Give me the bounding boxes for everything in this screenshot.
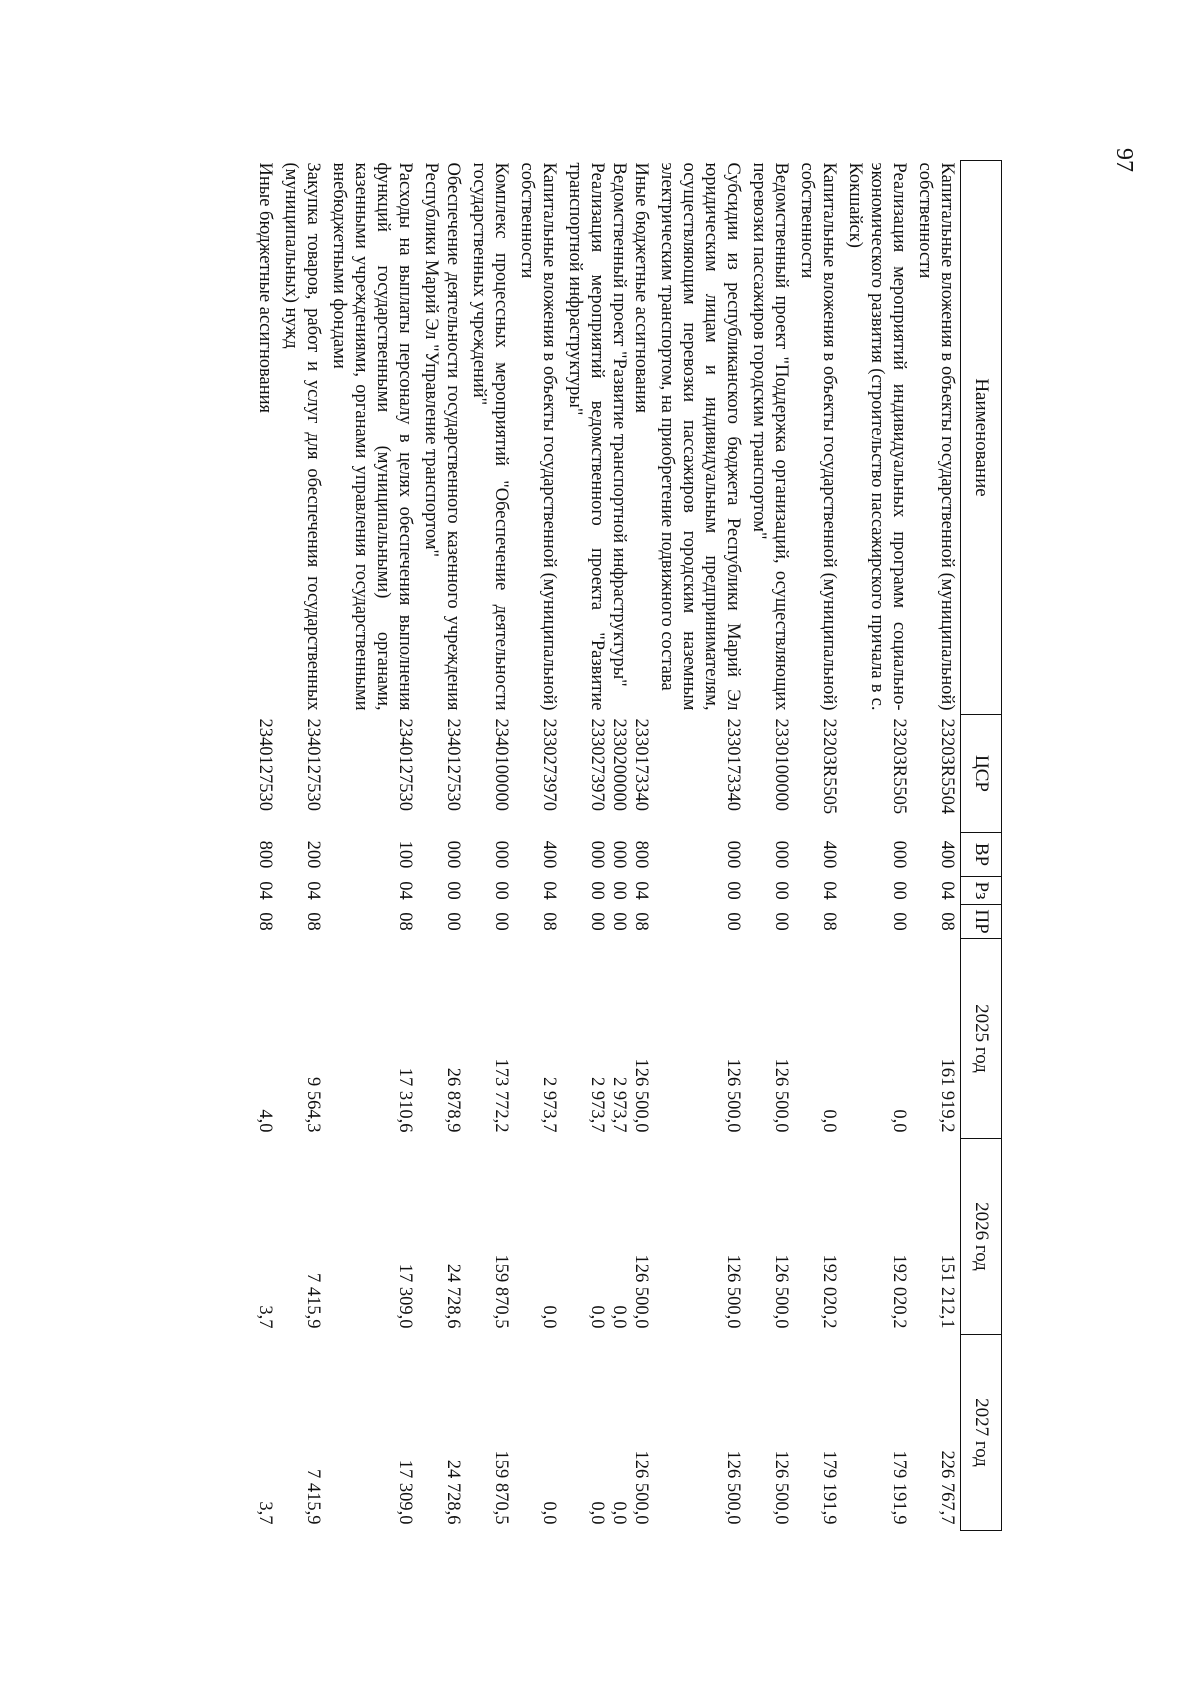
- row-2025: 0,0: [889, 1109, 909, 1133]
- row-vr: 800: [255, 840, 275, 869]
- row-name: Капитальные вложения в объекты государственной (муниципальной) собственности: [517, 162, 559, 711]
- row-rz-group: [562, 877, 654, 905]
- row-2025: 161 919,2: [937, 1058, 957, 1133]
- row-pr: 08: [539, 912, 559, 931]
- row-2026-group: [562, 1139, 654, 1335]
- row-csr: 2340127530: [443, 718, 463, 811]
- row-csr: 2340100000: [491, 718, 511, 811]
- row-2025: 4,0: [255, 1109, 275, 1133]
- row-2027: 126 500,0: [723, 1450, 743, 1525]
- row-vr-group: [562, 833, 654, 877]
- row-vr: 400: [819, 840, 839, 869]
- table-row: [654, 161, 746, 1531]
- row-2027: 179 191,9: [889, 1450, 909, 1525]
- header-vr: ВР: [961, 833, 1002, 877]
- row-pr: 08: [395, 912, 415, 931]
- row-csr: 2330200000: [609, 718, 629, 811]
- row-pr: 00: [609, 912, 629, 931]
- row-pr: 00: [443, 912, 463, 931]
- row-csr-group: [562, 715, 654, 833]
- row-2026: 151 212,1: [937, 1254, 957, 1329]
- row-2027: 179 191,9: [819, 1450, 839, 1525]
- table-row: [514, 161, 562, 1531]
- table-row: [278, 161, 326, 1531]
- row-2026: 126 500,0: [771, 1254, 791, 1329]
- row-pr: 00: [889, 912, 909, 931]
- row-rz: 00: [723, 881, 743, 900]
- table-row: [746, 161, 794, 1531]
- row-rz: 04: [255, 881, 275, 900]
- row-name: Ведомственный проект "Развитие транспортной инфраструктуры": [609, 162, 629, 687]
- row-csr: 23203R5505: [889, 718, 909, 815]
- row-pr: 08: [255, 912, 275, 931]
- row-2026: 7 415,9: [303, 1273, 323, 1329]
- row-csr: 2330173340: [631, 718, 651, 811]
- row-2025: 126 500,0: [771, 1058, 791, 1133]
- row-vr: 200: [303, 840, 323, 869]
- header-pr: ПР: [961, 905, 1002, 939]
- row-2026: 24 728,6: [443, 1263, 463, 1329]
- row-rz: 00: [587, 881, 607, 900]
- row-name: Субсидии из республиканского бюджета Республики Марий Эл юридическим лицам и индивидуальным предпринимателям, осуществляющим перевозки пассажиров городским наземным электрическим транспортом, на приобретение подвижного состава: [657, 162, 743, 711]
- row-csr: 2340127530: [395, 718, 415, 811]
- row-2027: 17 309,0: [395, 1459, 415, 1525]
- row-rz: 04: [539, 881, 559, 900]
- row-name: Иные бюджетные ассигнования: [631, 162, 651, 414]
- row-name: Расходы на выплаты персоналу в целях обеспечения выполнения функций государственными (муниципальными) органами, казенными учреждениями, органами управления государственными внебюджетными фондами: [329, 162, 415, 711]
- row-2025: 2 973,7: [587, 1077, 607, 1133]
- row-2025: 2 973,7: [539, 1077, 559, 1133]
- row-csr: 23203R5504: [937, 718, 957, 815]
- table-row: [562, 161, 654, 1531]
- row-csr: 2330100000: [771, 718, 791, 811]
- row-rz: 04: [937, 881, 957, 900]
- row-2027-group: [562, 1335, 654, 1531]
- row-2025: 17 310,6: [395, 1067, 415, 1133]
- row-rz: 00: [771, 881, 791, 900]
- row-vr: 400: [539, 840, 559, 869]
- row-rz: 04: [303, 881, 323, 900]
- header-row: [961, 161, 1002, 1531]
- header-name: Наименование: [961, 161, 1002, 715]
- row-2026: 0,0: [587, 1305, 607, 1329]
- header-rz: Рз: [961, 877, 1002, 905]
- table-row: [466, 161, 514, 1531]
- row-vr: 000: [587, 840, 607, 869]
- row-pr: 08: [303, 912, 323, 931]
- row-2025: 26 878,9: [443, 1067, 463, 1133]
- row-pr: 00: [723, 912, 743, 931]
- row-pr: 00: [771, 912, 791, 931]
- row-2026: 0,0: [539, 1305, 559, 1329]
- row-rz: 04: [819, 881, 839, 900]
- row-rz: 04: [395, 881, 415, 900]
- row-2025: 9 564,3: [303, 1077, 323, 1133]
- row-2026: 126 500,0: [723, 1254, 743, 1329]
- row-2025: 173 772,2: [491, 1058, 511, 1133]
- row-csr: 2340127530: [303, 718, 323, 811]
- row-pr: 00: [587, 912, 607, 931]
- row-2026: 126 500,0: [631, 1254, 651, 1329]
- table-row: [418, 161, 466, 1531]
- row-pr: 08: [937, 912, 957, 931]
- header-2027: 2027 год: [961, 1335, 1002, 1531]
- row-2025: 2 973,7: [609, 1077, 629, 1133]
- row-vr: 000: [723, 840, 743, 869]
- row-vr: 400: [937, 840, 957, 869]
- page-number: 97: [1111, 148, 1137, 172]
- row-2026: 0,0: [609, 1305, 629, 1329]
- row-name: Иные бюджетные ассигнования: [255, 162, 275, 414]
- row-name: Закупка товаров, работ и услуг для обеспечения государственных (муниципальных) нужд: [281, 162, 323, 711]
- row-pr: 00: [491, 912, 511, 931]
- row-csr: 2330173340: [723, 718, 743, 811]
- row-2027: 159 870,5: [491, 1450, 511, 1525]
- row-pr: 08: [631, 912, 651, 931]
- row-2026: 192 020,2: [819, 1254, 839, 1329]
- row-name: Реализация мероприятий ведомственного проекта "Развитие транспортной инфраструктуры": [565, 162, 607, 711]
- row-2026: 159 870,5: [491, 1254, 511, 1329]
- table-row: [842, 161, 912, 1531]
- row-vr: 800: [631, 840, 651, 869]
- row-2027: 7 415,9: [303, 1469, 323, 1525]
- row-pr-group: [562, 905, 654, 939]
- row-csr: 23203R5505: [819, 718, 839, 815]
- row-rz: 00: [609, 881, 629, 900]
- row-name: Капитальные вложения в объекты государственной (муниципальной) собственности: [915, 162, 957, 711]
- row-csr: 2340127530: [255, 718, 275, 811]
- row-pr: 08: [819, 912, 839, 931]
- row-name: Реализация мероприятий индивидуальных программ социально-экономического развития (строительство пассажирского причала в с. Кокшайск): [845, 162, 909, 711]
- row-2027: 0,0: [609, 1501, 629, 1525]
- row-vr: 000: [889, 840, 909, 869]
- rotated-page: [192, 160, 1002, 1530]
- row-csr: 2330273970: [539, 718, 559, 811]
- row-group: [562, 161, 654, 715]
- header-2026: 2026 год: [961, 1139, 1002, 1335]
- row-csr: 2330273970: [587, 718, 607, 811]
- row-2026: 3,7: [255, 1305, 275, 1329]
- row-2027: 3,7: [255, 1501, 275, 1525]
- row-2026: 17 309,0: [395, 1263, 415, 1329]
- row-rz: 04: [631, 881, 651, 900]
- row-name: Обеспечение деятельности государственного казенного учреждения Республики Марий Эл "Управление транспортом": [421, 162, 463, 711]
- budget-table: [252, 160, 1002, 1531]
- header-csr: ЦСР: [961, 715, 1002, 833]
- row-2027: 126 500,0: [631, 1450, 651, 1525]
- row-2027: 0,0: [539, 1501, 559, 1525]
- row-name: Капитальные вложения в объекты государственной (муниципальной) собственности: [797, 162, 839, 711]
- row-2025: 126 500,0: [631, 1058, 651, 1133]
- row-rz: 00: [889, 881, 909, 900]
- row-2025: 126 500,0: [723, 1058, 743, 1133]
- row-name: Комплекс процессных мероприятий "Обеспечение деятельности государственных учреждений": [469, 162, 511, 711]
- table-row: [912, 161, 961, 1531]
- row-2027: 126 500,0: [771, 1450, 791, 1525]
- row-2027: 24 728,6: [443, 1459, 463, 1525]
- row-vr: 000: [609, 840, 629, 869]
- table-row: [326, 161, 418, 1531]
- row-rz: 00: [443, 881, 463, 900]
- table-row: [252, 161, 278, 1531]
- row-vr: 000: [771, 840, 791, 869]
- row-2025: 0,0: [819, 1109, 839, 1133]
- row-vr: 000: [443, 840, 463, 869]
- row-2027: 226 767,7: [937, 1450, 957, 1525]
- row-vr: 100: [395, 840, 415, 869]
- header-2025: 2025 год: [961, 939, 1002, 1139]
- row-2027: 0,0: [587, 1501, 607, 1525]
- row-vr: 000: [491, 840, 511, 869]
- row-name: Ведомственный проект "Поддержка организаций, осуществляющих перевозки пассажиров городским транспортом": [749, 162, 791, 711]
- row-2025-group: [562, 939, 654, 1139]
- row-rz: 00: [491, 881, 511, 900]
- row-2026: 192 020,2: [889, 1254, 909, 1329]
- table-row: [794, 161, 842, 1531]
